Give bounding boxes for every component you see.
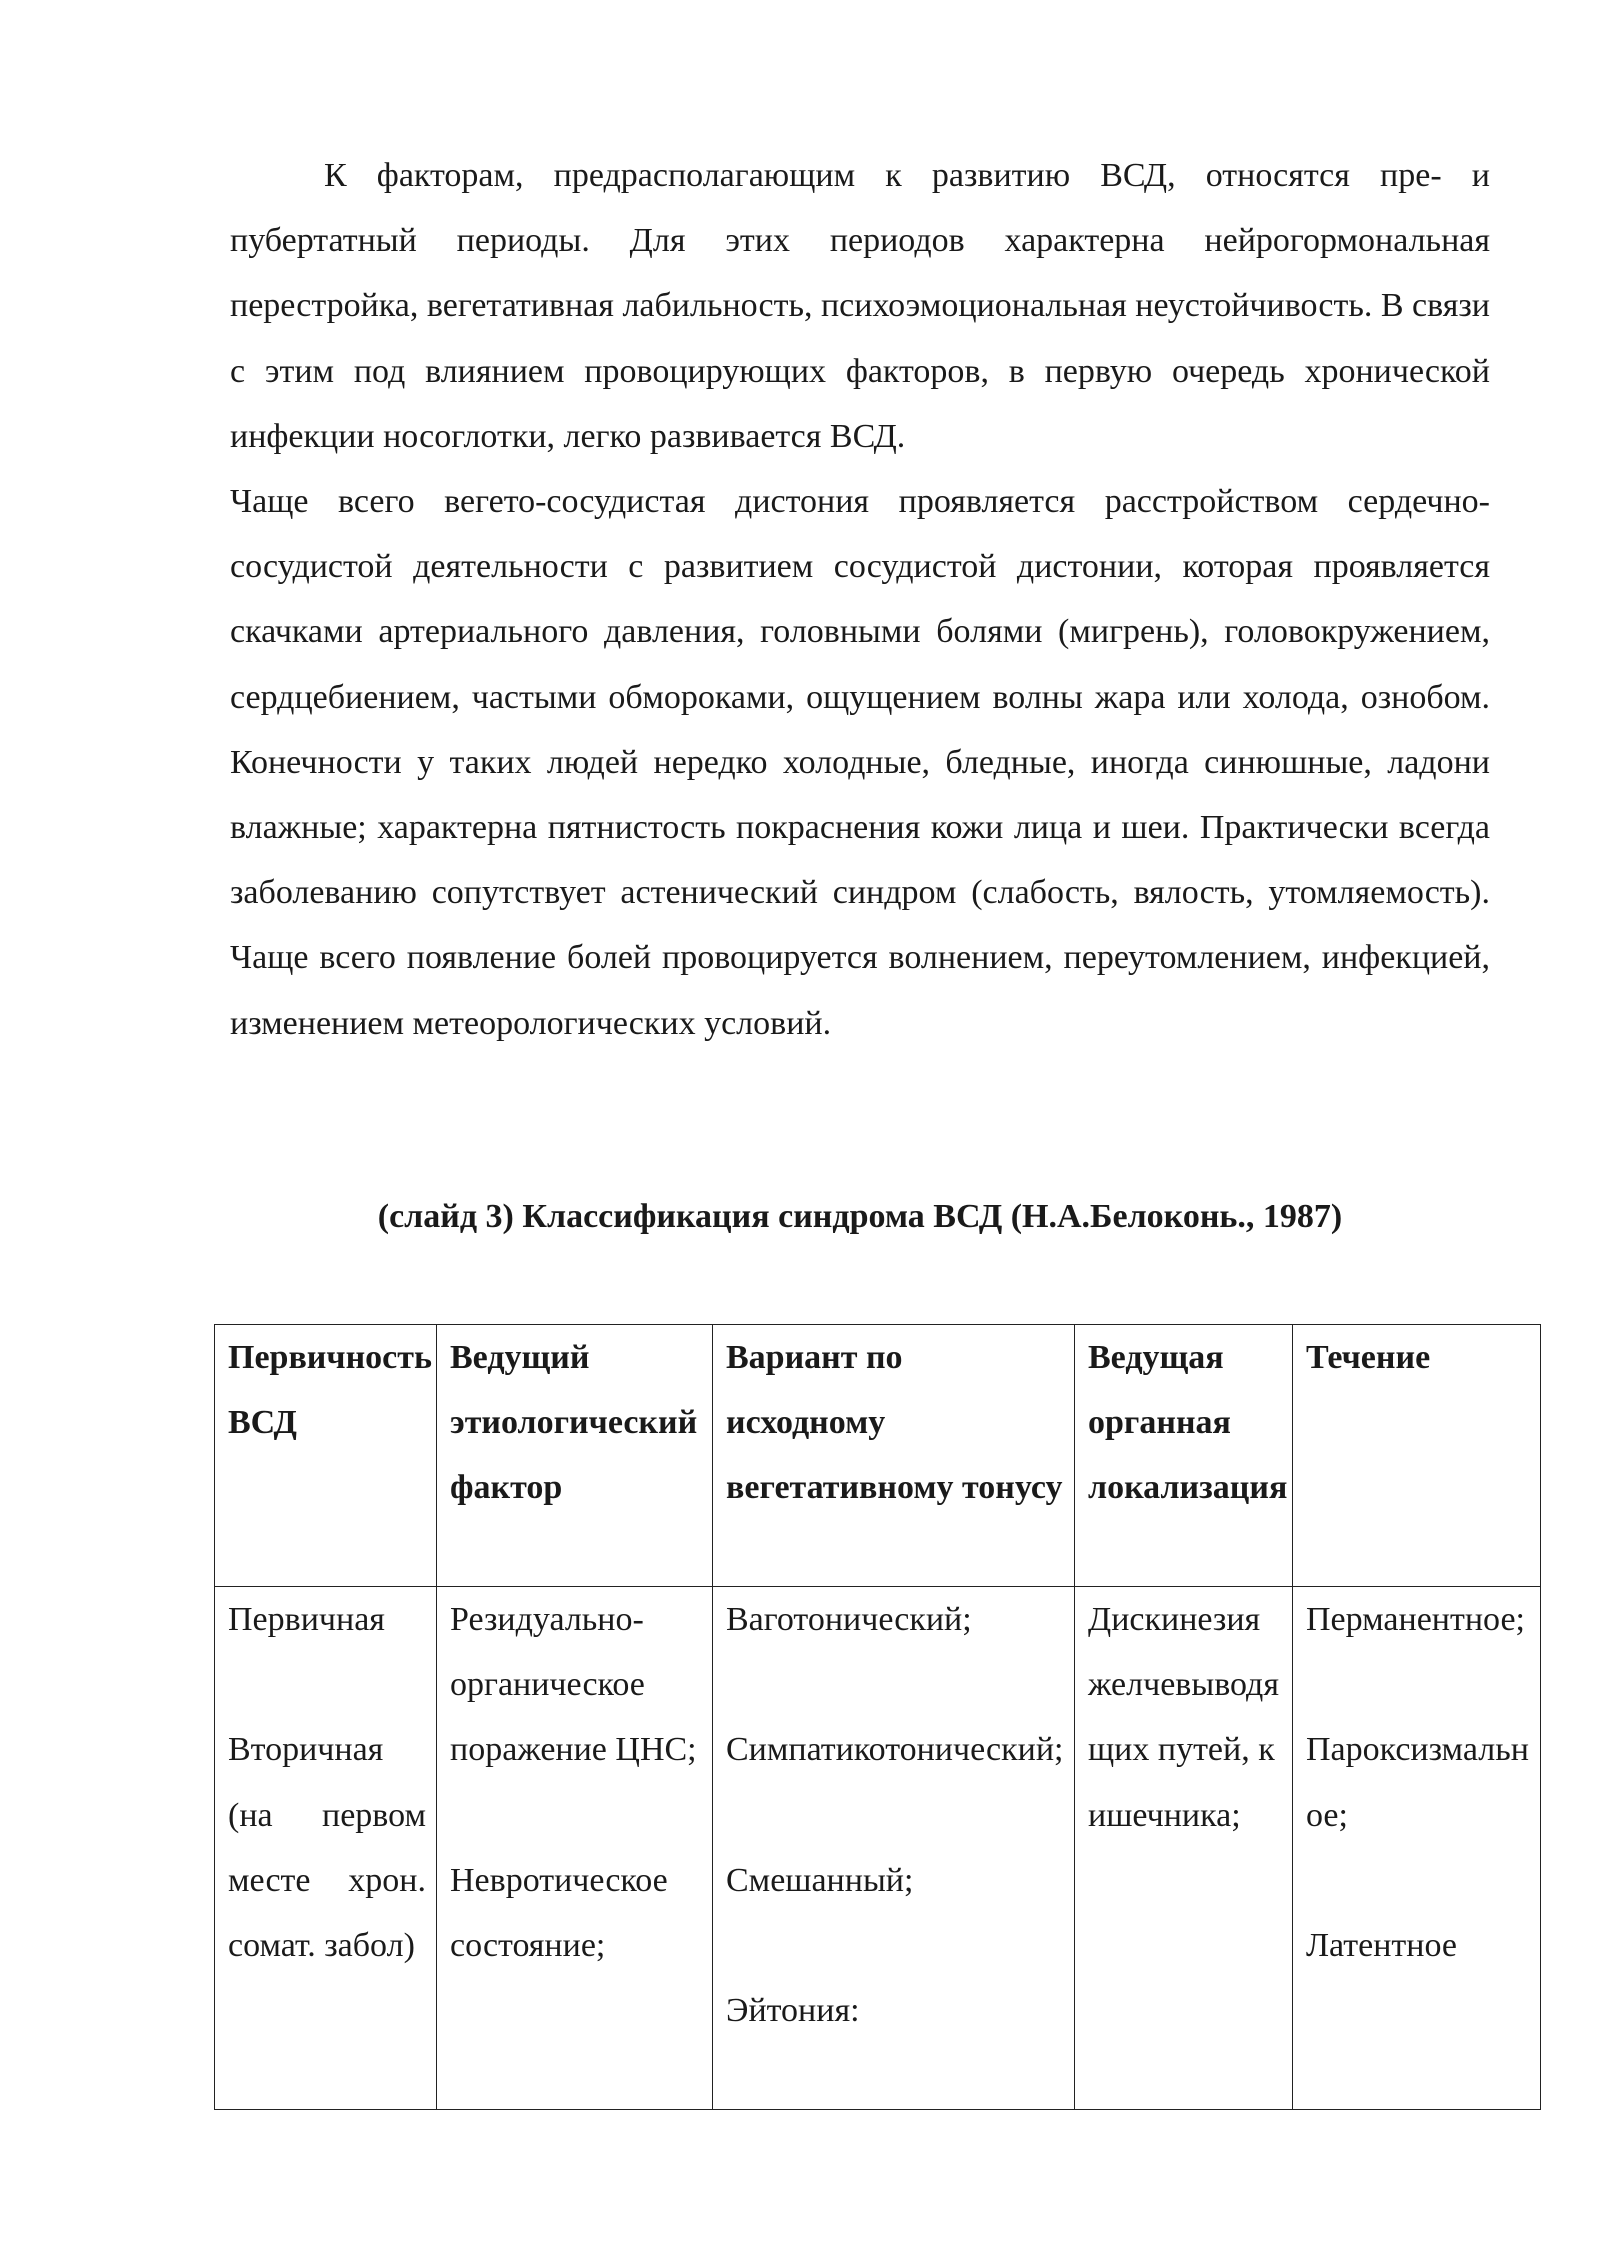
cell-line: Первичная <box>228 1601 385 1638</box>
cell-primary-vsd <box>215 1587 437 2110</box>
cell-line <box>726 1913 1064 1978</box>
header-organ-localization: Ведущая органная локализация <box>1075 1325 1293 1587</box>
cell-etiological-factor <box>437 1587 713 2110</box>
cell-line: Эйтония: <box>726 1992 860 2030</box>
table-header-row <box>215 1325 1541 1587</box>
paragraph-manifestations: Чаще всего вегето-сосудистая дистония проявляется расстройством сердечно-сосудистой деятельности с развитием сосудистой дистонии, которая проявляется скачками артериального давления, головными болями (мигрень), головокружением, сердцебиением, частыми обмороками, ощущением волны жара или холода, ознобом. Конечности у таких людей нередко холодные, бледные, иногда синюшные, ладони влажные; характерна пятнистость покраснения кожи лица и шеи. Практически всегда заболеванию сопутствует астенический синдром (слабость, вялость, утомляемость). Чаще всего появление болей провоцируется волнением, переутомлением, инфекцией, изменением метеорологических условий. <box>230 483 1490 1042</box>
cell-line <box>228 1652 426 1717</box>
cell-line: Смешанный; <box>726 1861 914 1899</box>
header-primary-vsd: Первичность ВСД <box>215 1325 437 1587</box>
section-heading: (слайд 3) Классификация синдрома ВСД (Н.А.Белоконь., 1987) <box>377 1198 1343 1235</box>
body-text <box>230 143 1490 1056</box>
cell-course <box>1293 1587 1541 2110</box>
cell-line: Пароксизмальное; <box>1306 1731 1529 1834</box>
cell-line: Перманентное; <box>1306 1601 1525 1638</box>
header-vegetative-tonus: Вариант по исходному вегетативному тонусу <box>713 1325 1075 1587</box>
cell-line <box>1306 1652 1530 1717</box>
cell-line: Ваготонический; <box>726 1601 972 1638</box>
cell-line: Невротическое состояние; <box>450 1861 668 1964</box>
header-course: Течение <box>1293 1325 1541 1587</box>
cell-line: Симпатикотонический; <box>726 1731 1064 1769</box>
header-etiological-factor: Ведущий этиологический фактор <box>437 1325 713 1587</box>
cell-line <box>726 1783 1064 1848</box>
paragraph-predisposing-factors: К факторам, предрасполагающим к развитию ВСД, относятся пре- и пубертатный периоды. Для этих периодов характерна нейрогормональная перестройка, вегетативная лабильность, психоэмоциональная неустойчивость. В связи с этим под влиянием провоцирующих факторов, в первую очередь хронической инфекции носоглотки, легко развивается ВСД. <box>230 157 1490 455</box>
cell-line: Вторичная (на первом месте хрон. сомат. забол) <box>228 1731 426 1964</box>
cell-line: Латентное <box>1306 1926 1457 1964</box>
cell-line: Резидуально-органическое поражение ЦНС; <box>450 1601 697 1769</box>
cell-line <box>450 1783 702 1848</box>
cell-line <box>1306 1848 1530 1913</box>
cell-line <box>726 1652 1064 1717</box>
cell-organ-localization <box>1075 1587 1293 2110</box>
classification-table <box>214 1324 1541 2110</box>
cell-line: Дискинезия желчевыводящих путей, кишечника; <box>1088 1601 1279 1834</box>
table-row <box>215 1587 1541 2110</box>
cell-vegetative-tonus <box>713 1587 1075 2110</box>
